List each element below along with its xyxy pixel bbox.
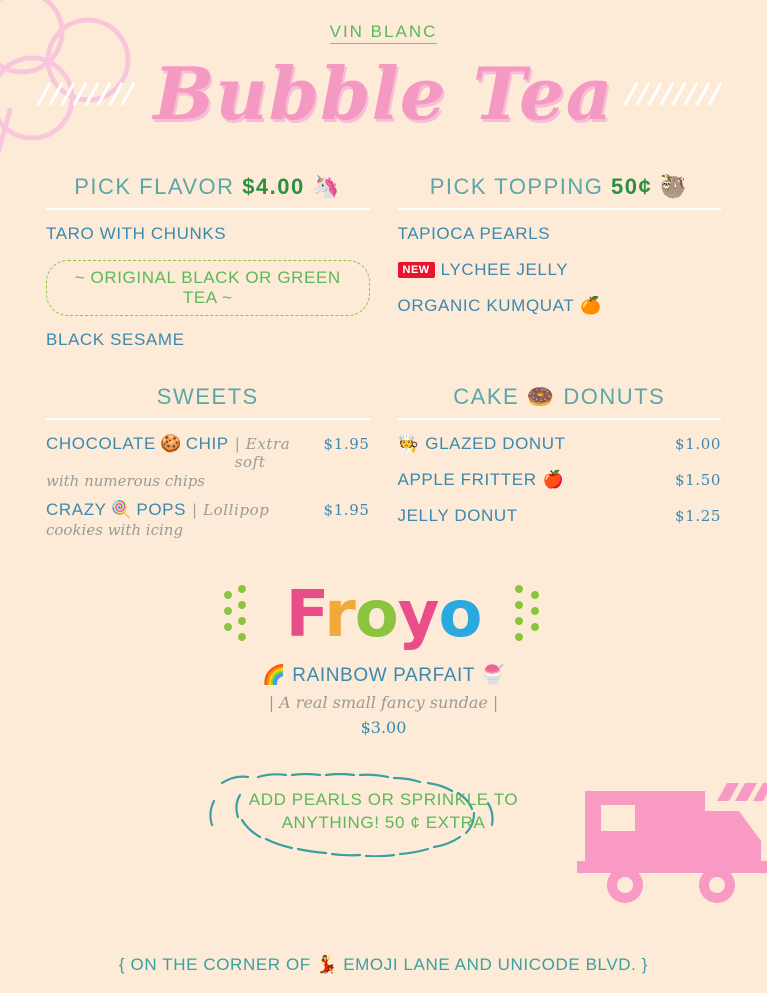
list-item[interactable] [398, 470, 722, 490]
page-title: Bubble Tea [153, 51, 614, 136]
list-item[interactable] [398, 506, 722, 526]
topping-item-label: LYCHEE JELLY [440, 260, 569, 279]
froyo-letter: y [397, 578, 439, 652]
parfait-label: RAINBOW PARFAIT [292, 665, 475, 686]
donut-icon: 🍩 [526, 384, 556, 409]
footer-suffix: EMOJI LANE AND UNICODE BLVD. } [343, 955, 649, 974]
list-item[interactable] [398, 434, 722, 454]
cook-icon: 🧑‍🍳 [397, 434, 420, 453]
sweets-section [46, 384, 370, 549]
froyo-letter: o [354, 578, 398, 652]
froyo-section [0, 578, 767, 652]
donut-label: APPLE FRITTER [397, 470, 537, 489]
hatch-left-decoration [34, 81, 146, 107]
sweet-price: $1.95 [323, 501, 370, 519]
froyo-logo [285, 578, 482, 652]
donuts-section [398, 384, 722, 549]
topping-heading-price: 50¢ [611, 174, 653, 199]
sweet-description-line2: with numerous chips [46, 472, 206, 490]
donuts-divider [398, 418, 722, 420]
apple-icon: 🍎 [542, 470, 565, 489]
tangerine-icon: 🍊 [580, 296, 603, 315]
dancer-icon: 💃 [316, 955, 338, 974]
sloth-icon: 🦥 [659, 174, 689, 199]
brand-name [0, 0, 767, 42]
lollipop-icon: 🍭 [110, 500, 133, 519]
parfait-description: | A real small fancy sundae | [268, 693, 499, 712]
donut-price: $1.50 [675, 471, 721, 489]
sweet-description: | Lollipop [192, 501, 270, 519]
list-item[interactable] [46, 330, 370, 350]
froyo-letter: o [438, 578, 482, 652]
dots-right-decoration [511, 585, 545, 646]
promo-section [0, 773, 767, 851]
sweets-heading-label: SWEETS [156, 384, 259, 409]
dots-left-decoration [222, 585, 256, 646]
topping-heading-label: PICK TOPPING [429, 174, 604, 199]
sweet-description: | Extra soft [234, 435, 291, 471]
footer-prefix: { ON THE CORNER OF [118, 955, 311, 974]
list-item[interactable] [398, 296, 722, 316]
list-item[interactable] [46, 500, 370, 539]
title-row [0, 51, 767, 136]
sweet-name-part-a: CHOCOLATE [46, 434, 156, 453]
cookie-icon: 🍪 [159, 434, 182, 453]
flavor-divider [46, 208, 370, 210]
shaved-ice-icon: 🍧 [480, 665, 505, 686]
flavor-section [46, 174, 370, 366]
list-item[interactable] [398, 224, 722, 244]
sweet-price: $1.95 [323, 435, 370, 453]
sweet-name-part-b: CHIP [185, 434, 229, 453]
donuts-heading [398, 384, 722, 418]
donut-price: $1.00 [675, 435, 721, 453]
footer-address [0, 955, 767, 975]
flavor-item-label: BLACK SESAME [46, 330, 185, 349]
froyo-letter: F [285, 578, 325, 652]
donuts-heading-part-a: CAKE [453, 384, 520, 409]
flavor-heading-label: PICK FLAVOR [74, 174, 235, 199]
sweets-columns [0, 384, 767, 549]
topping-heading [398, 174, 722, 208]
topping-item-label: ORGANIC KUMQUAT [397, 296, 575, 315]
sweets-divider [46, 418, 370, 420]
drinks-columns [0, 174, 767, 366]
flavor-heading-price: $4.00 [242, 174, 305, 199]
parfait-item[interactable] [0, 663, 767, 737]
froyo-letter: r [324, 578, 355, 652]
list-item[interactable] [46, 224, 370, 244]
sweet-name-part-a: CRAZY [46, 500, 107, 519]
flavor-item-label: TARO WITH CHUNKS [46, 224, 227, 243]
sweet-description-line2: cookies with icing [46, 521, 184, 539]
donut-label: GLAZED DONUT [425, 434, 566, 453]
topping-item-label: TAPIOCA PEARLS [397, 224, 551, 243]
parfait-price: $3.00 [360, 718, 407, 737]
promo-line-1: ADD PEARLS OR SPRINKLE TO [248, 790, 519, 809]
promo-banner [192, 773, 576, 851]
donut-price: $1.25 [675, 507, 721, 525]
hatch-right-decoration [621, 81, 733, 107]
list-item[interactable] [46, 434, 370, 490]
sweets-heading [46, 384, 370, 418]
topping-divider [398, 208, 722, 210]
unicorn-icon: 🦄 [312, 174, 342, 199]
status-badge: NEW [398, 262, 435, 278]
flavor-item-label: ~ ORIGINAL BLACK OR GREEN TEA ~ [74, 268, 341, 307]
sweet-name-part-b: POPS [136, 500, 187, 519]
topping-section [398, 174, 722, 366]
donuts-heading-part-b: DONUTS [563, 384, 666, 409]
brand-label: VIN BLANC [330, 22, 438, 44]
list-item[interactable] [398, 260, 722, 280]
list-item[interactable] [46, 260, 370, 316]
promo-line-2: ANYTHING! 50 ¢ EXTRA [281, 812, 486, 832]
donut-label: JELLY DONUT [397, 506, 518, 525]
rainbow-icon: 🌈 [262, 665, 287, 686]
flavor-heading [46, 174, 370, 208]
